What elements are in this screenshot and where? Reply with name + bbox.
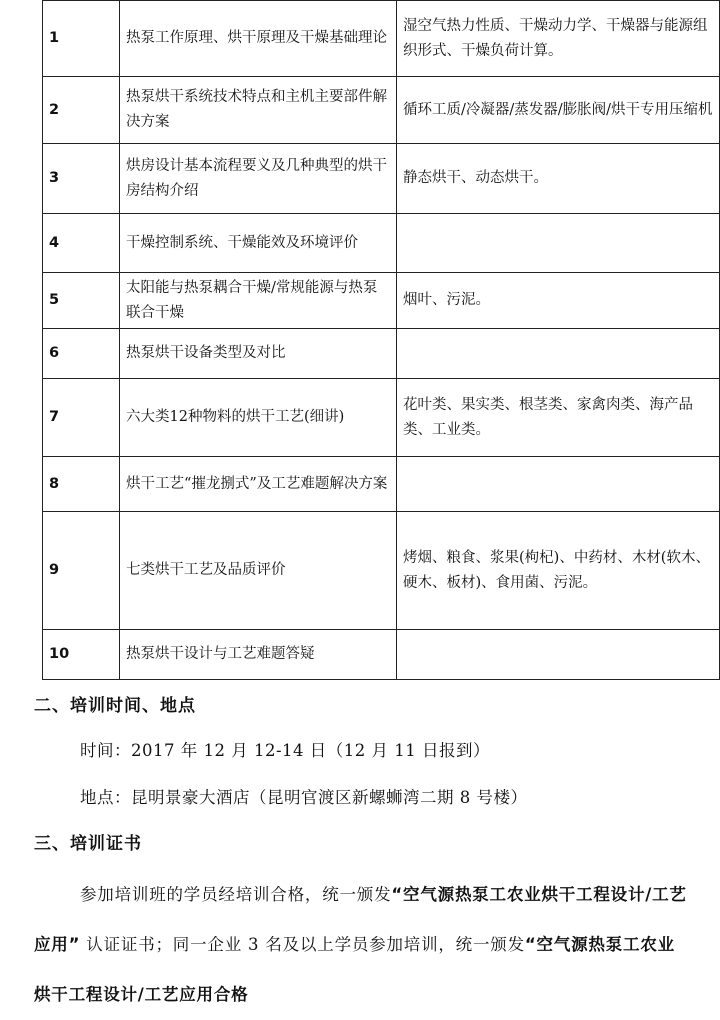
cert-text-2: 认证证书；同一企业 3 名及以上学员参加培训，统一颁发 <box>80 935 525 954</box>
table-row <box>43 457 720 512</box>
row-detail <box>397 214 720 273</box>
row-topic: 热泵烘干设备类型及对比 <box>120 329 397 379</box>
training-time: 时间：2017 年 12 月 12-14 日（12 月 11 日报到） <box>80 741 491 760</box>
row-topic: 六大类12种物料的烘干工艺(细讲) <box>120 379 397 457</box>
row-detail <box>397 329 720 379</box>
row-topic: 热泵工作原理、烘干原理及干燥基础理论 <box>120 1 397 77</box>
certificate-paragraph <box>34 870 689 1020</box>
row-number: 4 <box>43 214 120 273</box>
row-number: 10 <box>43 630 120 680</box>
row-detail: 静态烘干、动态烘干。 <box>397 144 720 214</box>
table-row <box>43 630 720 680</box>
row-number: 5 <box>43 273 120 329</box>
row-number: 2 <box>43 77 120 144</box>
row-detail: 湿空气热力性质、干燥动力学、干燥器与能源组织形式、干燥负荷计算。 <box>397 1 720 77</box>
row-topic: 太阳能与热泵耦合干燥/常规能源与热泵联合干燥 <box>120 273 397 329</box>
row-topic: 热泵烘干系统技术特点和主机主要部件解决方案 <box>120 77 397 144</box>
row-detail <box>397 457 720 512</box>
table-row <box>43 77 720 144</box>
row-detail: 烤烟、粮食、浆果(枸杞)、中药材、木材(软木、硬木、板材)、食用菌、污泥。 <box>397 512 720 630</box>
row-number: 9 <box>43 512 120 630</box>
section-heading-certificate: 三、培训证书 <box>34 834 142 854</box>
table-row <box>43 379 720 457</box>
cert-name-1: “空气源热泵工农业烘干工程设计/工艺应用” <box>34 885 687 954</box>
cert-text-1: 参加培训班的学员经培训合格，统一颁发 <box>80 885 392 904</box>
cert-name-2: “空气源热泵工农业烘干工程设计/工艺应用合格 <box>34 935 675 1004</box>
table-row <box>43 329 720 379</box>
row-topic: 烘房设计基本流程要义及几种典型的烘干房结构介绍 <box>120 144 397 214</box>
row-detail: 花叶类、果实类、根茎类、家禽肉类、海产品类、工业类。 <box>397 379 720 457</box>
row-topic: 七类烘干工艺及品质评价 <box>120 512 397 630</box>
row-detail <box>397 630 720 680</box>
section-heading-time-place: 二、培训时间、地点 <box>34 696 196 716</box>
course-table <box>42 0 720 680</box>
row-number: 7 <box>43 379 120 457</box>
table-row <box>43 1 720 77</box>
table-row <box>43 214 720 273</box>
row-number: 6 <box>43 329 120 379</box>
table-row <box>43 512 720 630</box>
row-topic: 热泵烘干设计与工艺难题答疑 <box>120 630 397 680</box>
row-number: 3 <box>43 144 120 214</box>
row-detail: 循环工质/冷凝器/蒸发器/膨胀阀/烘干专用压缩机 <box>397 77 720 144</box>
row-topic: 烘干工艺“摧龙捌式”及工艺难题解决方案 <box>120 457 397 512</box>
table-row <box>43 144 720 214</box>
row-detail: 烟叶、污泥。 <box>397 273 720 329</box>
row-topic: 干燥控制系统、干燥能效及环境评价 <box>120 214 397 273</box>
training-place: 地点：昆明景豪大酒店（昆明官渡区新螺蛳湾二期 8 号楼） <box>80 788 528 807</box>
row-number: 1 <box>43 1 120 77</box>
table-row <box>43 273 720 329</box>
row-number: 8 <box>43 457 120 512</box>
